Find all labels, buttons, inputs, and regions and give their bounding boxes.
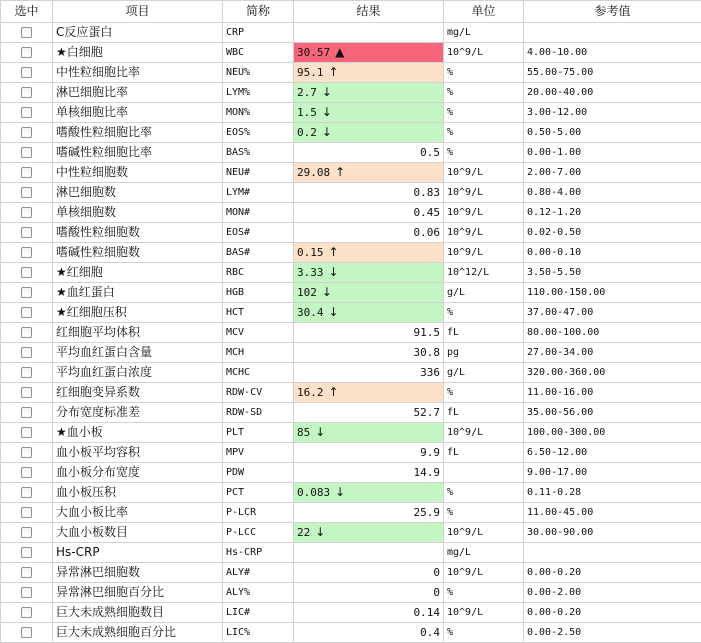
item-name: 单核细胞数 [53, 203, 223, 223]
table-row[interactable] [1, 523, 701, 543]
item-name: 红细胞变异系数 [53, 383, 223, 403]
result-cell [294, 463, 444, 483]
table-row[interactable] [1, 103, 701, 123]
arrow-down-icon: ↓ [322, 105, 332, 119]
row-checkbox[interactable] [21, 427, 32, 438]
result-value: 0.45 [414, 206, 441, 219]
unit-cell: % [444, 483, 524, 503]
item-abbr: RBC [223, 263, 294, 283]
item-name: C反应蛋白 [53, 23, 223, 43]
arrow-up-icon: ↑ [329, 385, 339, 399]
unit-cell: 10^12/L [444, 263, 524, 283]
item-abbr: MON# [223, 203, 294, 223]
unit-cell: pg [444, 343, 524, 363]
arrow-down-icon: ↓ [322, 125, 332, 139]
reference-range: 0.12-1.20 [524, 203, 701, 223]
result-cell [294, 543, 444, 563]
item-abbr: EOS% [223, 123, 294, 143]
table-row[interactable] [1, 623, 701, 643]
item-abbr: LIC# [223, 603, 294, 623]
row-checkbox[interactable] [21, 87, 32, 98]
result-value: 0.83 [414, 186, 441, 199]
row-select-cell[interactable] [1, 523, 53, 543]
reference-range: 20.00-40.00 [524, 83, 701, 103]
item-abbr: Hs-CRP [223, 543, 294, 563]
row-select-cell[interactable] [1, 23, 53, 43]
reference-range: 35.00-56.00 [524, 403, 701, 423]
item-abbr: P-LCC [223, 523, 294, 543]
row-checkbox[interactable] [21, 347, 32, 358]
row-checkbox[interactable] [21, 387, 32, 398]
item-name: 大血小板数目 [53, 523, 223, 543]
result-value: 85 [297, 426, 310, 439]
result-cell [294, 363, 444, 383]
result-value: 336 [420, 366, 440, 379]
reference-range: 100.00-300.00 [524, 423, 701, 443]
table-row[interactable] [1, 223, 701, 243]
result-value: 14.9 [414, 466, 441, 479]
table-row[interactable] [1, 283, 701, 303]
row-checkbox[interactable] [21, 147, 32, 158]
result-cell [294, 523, 444, 543]
reference-range: 0.00-0.20 [524, 563, 701, 583]
reference-range: 0.00-1.00 [524, 143, 701, 163]
table-row[interactable] [1, 163, 701, 183]
table-row[interactable] [1, 263, 701, 283]
item-abbr: BAS# [223, 243, 294, 263]
unit-cell: % [444, 383, 524, 403]
result-value: 0.2 [297, 126, 317, 139]
header-row [1, 1, 701, 23]
arrow-down-icon: ↓ [315, 525, 325, 539]
reference-range: 11.00-45.00 [524, 503, 701, 523]
row-checkbox[interactable] [21, 547, 32, 558]
item-abbr: PCT [223, 483, 294, 503]
row-checkbox[interactable] [21, 167, 32, 178]
arrow-up-icon: ↑ [335, 165, 345, 179]
row-checkbox[interactable] [21, 507, 32, 518]
item-abbr: MCH [223, 343, 294, 363]
item-abbr: MPV [223, 443, 294, 463]
reference-range: 320.00-360.00 [524, 363, 701, 383]
table-row[interactable] [1, 563, 701, 583]
row-select-cell[interactable] [1, 343, 53, 363]
item-name: 中性粒细胞数 [53, 163, 223, 183]
result-value: 1.5 [297, 106, 317, 119]
reference-range: 0.02-0.50 [524, 223, 701, 243]
result-value: 30.4 [297, 306, 324, 319]
item-abbr: NEU# [223, 163, 294, 183]
table-row[interactable] [1, 503, 701, 523]
item-abbr: P-LCR [223, 503, 294, 523]
table-row[interactable] [1, 243, 701, 263]
result-cell [294, 403, 444, 423]
result-cell [294, 323, 444, 343]
table-row[interactable] [1, 423, 701, 443]
result-cell [294, 483, 444, 503]
row-checkbox[interactable] [21, 627, 32, 638]
table-row[interactable] [1, 543, 701, 563]
result-value: 0.06 [414, 226, 441, 239]
arrow-down-icon: ↓ [329, 305, 339, 319]
result-value: 22 [297, 526, 310, 539]
reference-range: 30.00-90.00 [524, 523, 701, 543]
row-select-cell[interactable] [1, 123, 53, 143]
result-value: 0.14 [414, 606, 441, 619]
unit-cell: g/L [444, 363, 524, 383]
result-cell [294, 283, 444, 303]
row-checkbox[interactable] [21, 267, 32, 278]
unit-cell: 10^9/L [444, 523, 524, 543]
row-checkbox[interactable] [21, 247, 32, 258]
row-select-cell[interactable] [1, 83, 53, 103]
table-row[interactable] [1, 343, 701, 363]
result-cell [294, 303, 444, 323]
item-name: 巨大未成熟细胞百分比 [53, 623, 223, 643]
reference-range: 0.11-0.28 [524, 483, 701, 503]
item-name: 淋巴细胞数 [53, 183, 223, 203]
item-name: 嗜碱性粒细胞数 [53, 243, 223, 263]
result-cell [294, 563, 444, 583]
item-name: 异常淋巴细胞百分比 [53, 583, 223, 603]
reference-range: 55.00-75.00 [524, 63, 701, 83]
unit-cell: 10^9/L [444, 603, 524, 623]
reference-range: 6.50-12.00 [524, 443, 701, 463]
arrow-down-icon: ↓ [322, 85, 332, 99]
unit-cell: % [444, 63, 524, 83]
result-value: 30.8 [414, 346, 441, 359]
row-select-cell[interactable] [1, 503, 53, 523]
item-abbr: BAS% [223, 143, 294, 163]
row-select-cell[interactable] [1, 203, 53, 223]
table-row[interactable] [1, 383, 701, 403]
item-name: 巨大未成熟细胞数目 [53, 603, 223, 623]
reference-range: 0.80-4.00 [524, 183, 701, 203]
arrow-up-icon: ↑ [329, 245, 339, 259]
result-value: 16.2 [297, 386, 324, 399]
row-select-cell[interactable] [1, 43, 53, 63]
row-checkbox[interactable] [21, 207, 32, 218]
unit-cell: % [444, 143, 524, 163]
reference-range: 0.00-0.10 [524, 243, 701, 263]
row-checkbox[interactable] [21, 227, 32, 238]
row-select-cell[interactable] [1, 543, 53, 563]
reference-range [524, 23, 701, 43]
item-name: ★红细胞压积 [53, 303, 223, 323]
table-row[interactable] [1, 403, 701, 423]
result-value: 29.08 [297, 166, 330, 179]
result-cell [294, 243, 444, 263]
result-value: 0 [433, 566, 440, 579]
reference-range: 3.50-5.50 [524, 263, 701, 283]
table-row[interactable] [1, 23, 701, 43]
table-row[interactable] [1, 63, 701, 83]
table-row[interactable] [1, 123, 701, 143]
result-value: 3.33 [297, 266, 324, 279]
item-name: 嗜酸性粒细胞比率 [53, 123, 223, 143]
item-name: 异常淋巴细胞数 [53, 563, 223, 583]
result-cell [294, 423, 444, 443]
table-row[interactable] [1, 363, 701, 383]
row-select-cell[interactable] [1, 183, 53, 203]
item-name: 单核细胞比率 [53, 103, 223, 123]
item-abbr: ALY# [223, 563, 294, 583]
item-name: ★血小板 [53, 423, 223, 443]
item-abbr: CRP [223, 23, 294, 43]
arrow-down-icon: ↓ [315, 425, 325, 439]
unit-cell: fL [444, 323, 524, 343]
col-header-reference[interactable]: 参考值 [524, 1, 701, 23]
item-abbr: PLT [223, 423, 294, 443]
table-row[interactable] [1, 83, 701, 103]
col-header-select[interactable]: 选中 [1, 1, 53, 23]
row-checkbox[interactable] [21, 287, 32, 298]
result-cell [294, 503, 444, 523]
item-name: 淋巴细胞比率 [53, 83, 223, 103]
unit-cell: 10^9/L [444, 203, 524, 223]
row-checkbox[interactable] [21, 447, 32, 458]
row-select-cell[interactable] [1, 103, 53, 123]
reference-range: 110.00-150.00 [524, 283, 701, 303]
reference-range: 37.00-47.00 [524, 303, 701, 323]
row-checkbox[interactable] [21, 367, 32, 378]
unit-cell: 10^9/L [444, 563, 524, 583]
row-checkbox[interactable] [21, 107, 32, 118]
item-name: ★白细胞 [53, 43, 223, 63]
unit-cell: % [444, 303, 524, 323]
item-name: ★血红蛋白 [53, 283, 223, 303]
table-row[interactable] [1, 303, 701, 323]
result-cell [294, 43, 444, 63]
row-select-cell[interactable] [1, 483, 53, 503]
result-value: 2.7 [297, 86, 317, 99]
col-header-result[interactable]: 结果 [294, 1, 444, 23]
item-name: ★红细胞 [53, 263, 223, 283]
arrow-down-icon: ↓ [335, 485, 345, 499]
item-abbr: HGB [223, 283, 294, 303]
unit-cell: fL [444, 443, 524, 463]
item-abbr: WBC [223, 43, 294, 63]
item-abbr: MON% [223, 103, 294, 123]
reference-range: 9.00-17.00 [524, 463, 701, 483]
table-row[interactable] [1, 183, 701, 203]
row-select-cell[interactable] [1, 283, 53, 303]
table-row[interactable] [1, 483, 701, 503]
item-abbr: HCT [223, 303, 294, 323]
item-name: 血小板平均容积 [53, 443, 223, 463]
result-value: 25.9 [414, 506, 441, 519]
result-cell [294, 223, 444, 243]
row-checkbox[interactable] [21, 307, 32, 318]
item-abbr: LYM% [223, 83, 294, 103]
row-checkbox[interactable] [21, 587, 32, 598]
item-abbr: LIC% [223, 623, 294, 643]
unit-cell: % [444, 123, 524, 143]
row-select-cell[interactable] [1, 363, 53, 383]
unit-cell: % [444, 623, 524, 643]
result-cell [294, 63, 444, 83]
row-select-cell[interactable] [1, 383, 53, 403]
item-name: Hs-CRP [53, 543, 223, 563]
item-name: 嗜碱性粒细胞比率 [53, 143, 223, 163]
row-select-cell[interactable] [1, 583, 53, 603]
result-cell [294, 183, 444, 203]
col-header-item[interactable]: 项目 [53, 1, 223, 23]
row-select-cell[interactable] [1, 223, 53, 243]
row-select-cell[interactable] [1, 303, 53, 323]
arrow-up-icon: ↑ [329, 65, 339, 79]
unit-cell: % [444, 583, 524, 603]
row-select-cell[interactable] [1, 143, 53, 163]
item-abbr: MCHC [223, 363, 294, 383]
row-checkbox[interactable] [21, 67, 32, 78]
result-cell [294, 583, 444, 603]
unit-cell: % [444, 103, 524, 123]
reference-range: 0.00-0.20 [524, 603, 701, 623]
row-checkbox[interactable] [21, 467, 32, 478]
unit-cell: 10^9/L [444, 163, 524, 183]
reference-range [524, 543, 701, 563]
row-checkbox[interactable] [21, 187, 32, 198]
row-checkbox[interactable] [21, 607, 32, 618]
item-name: 分布宽度标准差 [53, 403, 223, 423]
unit-cell: % [444, 503, 524, 523]
table-body [1, 23, 701, 643]
result-value: 30.57 [297, 46, 330, 59]
item-abbr: MCV [223, 323, 294, 343]
item-abbr: PDW [223, 463, 294, 483]
result-value: 0.4 [420, 626, 440, 639]
result-cell [294, 203, 444, 223]
item-name: 血小板压积 [53, 483, 223, 503]
row-checkbox[interactable] [21, 527, 32, 538]
item-name: 大血小板比率 [53, 503, 223, 523]
result-value: 0.15 [297, 246, 324, 259]
table-row[interactable] [1, 143, 701, 163]
result-value: 102 [297, 286, 317, 299]
table-row[interactable] [1, 43, 701, 63]
item-name: 血小板分布宽度 [53, 463, 223, 483]
row-checkbox[interactable] [21, 327, 32, 338]
item-abbr: EOS# [223, 223, 294, 243]
unit-cell: 10^9/L [444, 223, 524, 243]
item-name: 中性粒细胞比率 [53, 63, 223, 83]
result-cell [294, 83, 444, 103]
row-checkbox[interactable] [21, 407, 32, 418]
unit-cell: % [444, 83, 524, 103]
result-value: 0.083 [297, 486, 330, 499]
result-value: 0.5 [420, 146, 440, 159]
result-cell [294, 163, 444, 183]
result-cell [294, 23, 444, 43]
unit-cell: 10^9/L [444, 423, 524, 443]
reference-range: 4.00-10.00 [524, 43, 701, 63]
row-select-cell[interactable] [1, 403, 53, 423]
result-cell [294, 123, 444, 143]
item-abbr: RDW-CV [223, 383, 294, 403]
result-cell [294, 383, 444, 403]
item-abbr: NEU% [223, 63, 294, 83]
row-checkbox[interactable] [21, 567, 32, 578]
result-cell [294, 443, 444, 463]
reference-range: 0.00-2.50 [524, 623, 701, 643]
row-checkbox[interactable] [21, 27, 32, 38]
row-select-cell[interactable] [1, 323, 53, 343]
unit-cell: 10^9/L [444, 43, 524, 63]
item-abbr: RDW-SD [223, 403, 294, 423]
unit-cell: 10^9/L [444, 243, 524, 263]
unit-cell: fL [444, 403, 524, 423]
table-row[interactable] [1, 463, 701, 483]
reference-range: 0.50-5.00 [524, 123, 701, 143]
result-value: 52.7 [414, 406, 441, 419]
unit-cell: mg/L [444, 23, 524, 43]
table-row[interactable] [1, 603, 701, 623]
col-header-abbr[interactable]: 简称 [223, 1, 294, 23]
unit-cell: mg/L [444, 543, 524, 563]
table-row[interactable] [1, 583, 701, 603]
row-checkbox[interactable] [21, 487, 32, 498]
result-cell [294, 143, 444, 163]
arrow-down-icon: ↓ [322, 285, 332, 299]
unit-cell: 10^9/L [444, 183, 524, 203]
row-select-cell[interactable] [1, 463, 53, 483]
result-value: 91.5 [414, 326, 441, 339]
reference-range: 11.00-16.00 [524, 383, 701, 403]
arrow-down-icon: ↓ [329, 265, 339, 279]
row-select-cell[interactable] [1, 423, 53, 443]
row-checkbox[interactable] [21, 47, 32, 58]
result-cell [294, 623, 444, 643]
reference-range: 2.00-7.00 [524, 163, 701, 183]
item-name: 嗜酸性粒细胞数 [53, 223, 223, 243]
row-select-cell[interactable] [1, 63, 53, 83]
row-select-cell[interactable] [1, 623, 53, 643]
row-select-cell[interactable] [1, 603, 53, 623]
reference-range: 80.00-100.00 [524, 323, 701, 343]
result-value: 9.9 [420, 446, 440, 459]
row-select-cell[interactable] [1, 563, 53, 583]
table-row[interactable] [1, 323, 701, 343]
result-cell [294, 103, 444, 123]
result-value: 95.1 [297, 66, 324, 79]
reference-range: 0.00-2.00 [524, 583, 701, 603]
item-name: 平均血红蛋白浓度 [53, 363, 223, 383]
table-row[interactable] [1, 203, 701, 223]
reference-range: 27.00-34.00 [524, 343, 701, 363]
unit-cell [444, 463, 524, 483]
item-abbr: ALY% [223, 583, 294, 603]
result-cell [294, 263, 444, 283]
row-select-cell[interactable] [1, 163, 53, 183]
reference-range: 3.00-12.00 [524, 103, 701, 123]
row-select-cell[interactable] [1, 443, 53, 463]
row-checkbox[interactable] [21, 127, 32, 138]
row-select-cell[interactable] [1, 263, 53, 283]
item-abbr: LYM# [223, 183, 294, 203]
unit-cell: g/L [444, 283, 524, 303]
result-value: 0 [433, 586, 440, 599]
table-row[interactable] [1, 443, 701, 463]
item-name: 红细胞平均体积 [53, 323, 223, 343]
critical-triangle-icon: ▲ [335, 45, 344, 59]
col-header-unit[interactable]: 单位 [444, 1, 524, 23]
row-select-cell[interactable] [1, 243, 53, 263]
result-cell [294, 343, 444, 363]
result-cell [294, 603, 444, 623]
item-name: 平均血红蛋白含量 [53, 343, 223, 363]
